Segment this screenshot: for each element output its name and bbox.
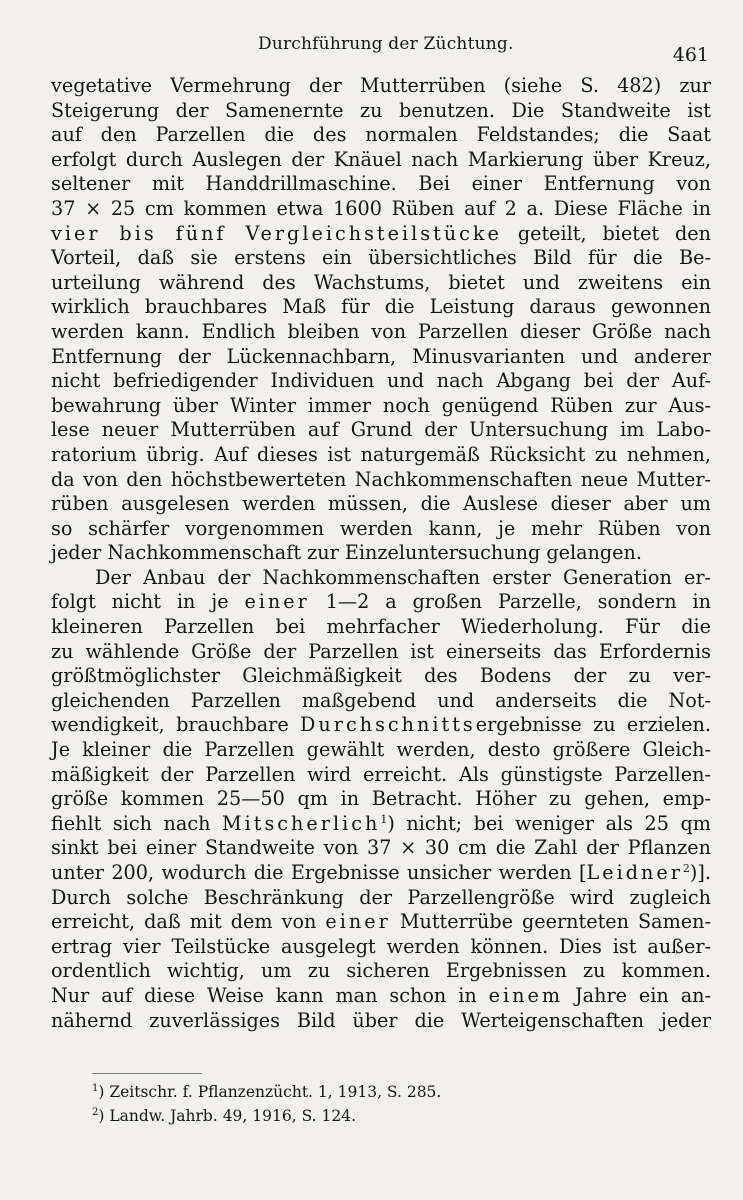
text-run: ) nicht; bei weniger als 25 qm <box>387 811 711 835</box>
text-line: sinkt bei einer Standweite von 37 × 30 cm die Zahl der Pflanzen <box>51 836 711 860</box>
text-line: Der Anbau der Nachkommenschaften erster Generation er- <box>95 565 711 589</box>
text-line: auf den Parzellen die des normalen Feldstandes; die Saat <box>51 123 711 147</box>
footnote-ref: 2 <box>682 862 690 875</box>
spaced-emphasis: einer <box>244 590 310 614</box>
text-line: ordentlich wichtig, um zu sicheren Ergebnissen zu kommen. <box>51 959 711 983</box>
text-line: Steigerung der Samenernte zu benutzen. Die Standweite ist <box>51 98 711 122</box>
spaced-emphasis: Durchschnitts <box>300 713 476 737</box>
text-line: Durch solche Beschränkung der Parzellengröße wird zugleich <box>51 885 711 909</box>
footnote-ref: 1 <box>380 812 388 826</box>
spaced-emphasis: Mitscherlich <box>221 811 381 835</box>
text-line: größe kommen 25—50 qm in Betracht. Höher zu gehen, emp- <box>51 787 711 811</box>
text-run: Nur auf diese Weise kann man schon in <box>51 983 489 1007</box>
text-run: 1—2 a großen Parzelle, sondern in <box>309 590 711 614</box>
text-line: vegetative Vermehrung der Mutterrüben (siehe S. 482) zur <box>51 74 711 97</box>
footnote <box>92 1104 652 1128</box>
running-title: Durchführung der Züchtung. <box>258 34 514 54</box>
text-line: lese neuer Mutterrüben auf Grund der Untersuchung im Labo- <box>51 418 711 442</box>
text-run: fiehlt sich nach <box>51 811 222 835</box>
text-line: gleichenden Parzellen maßgebend und anderseits die Not- <box>51 688 711 712</box>
text-run: Mutterrübe geernteten Samen- <box>390 910 712 934</box>
text-line: nicht befriedigender Individuen und nach Abgang bei der Auf- <box>51 369 711 393</box>
text-line: kleineren Parzellen bei mehrfacher Wiederholung. Für die <box>51 615 711 639</box>
text-line: da von den höchstbewerteten Nachkommenschaften neue Mutter- <box>51 467 711 491</box>
footnotes <box>92 1080 652 1128</box>
text-line: ratorium übrig. Auf dieses ist naturgemäß Rücksicht zu nehmen, <box>51 442 711 466</box>
text-line: werden kann. Endlich bleiben von Parzellen dieser Größe nach <box>51 319 711 343</box>
text-line: nähernd zuverlässiges Bild über die Werteigenschaften jeder <box>51 1008 711 1032</box>
text-line: erfolgt durch Auslegen der Knäuel nach Markierung über Kreuz, <box>51 147 711 171</box>
text-run: Jahre ein an- <box>563 983 711 1007</box>
text-line: seltener mit Handdrillmaschine. Bei einer Entfernung von <box>51 172 711 196</box>
text-line: zu wählende Größe der Parzellen ist einerseits das Erfordernis <box>51 639 711 663</box>
text-line <box>51 222 711 247</box>
text-line: bewahrung über Winter immer noch genügend Rüben zur Aus- <box>51 393 711 417</box>
text-run: folgt nicht in je <box>51 590 245 614</box>
text-run: geteilt, bietet den <box>501 221 711 245</box>
spaced-emphasis: Leidner <box>586 861 683 884</box>
text-run: unter 200, wodurch die Ergebnisse unsicher werden [ <box>51 861 587 884</box>
text-line: größtmöglichster Gleichmäßigkeit des Bodens der zu ver- <box>51 664 711 688</box>
text-line: jeder Nachkommenschaft zur Einzeluntersuchung gelangen. <box>51 541 642 565</box>
spaced-emphasis: einem <box>488 983 564 1007</box>
text-line: 37 × 25 cm kommen etwa 1600 Rüben auf 2 a. Diese Fläche in <box>51 196 711 220</box>
page-number: 461 <box>672 44 709 66</box>
footnote <box>92 1080 652 1104</box>
text-line <box>51 861 711 886</box>
text-run: wendigkeit, brauchbare <box>51 713 301 737</box>
page-header <box>0 28 743 68</box>
text-line: rüben ausgelesen werden müssen, die Auslese dieser aber um <box>51 492 711 516</box>
text-line: Vorteil, daß sie erstens ein übersichtliches Bild für die Be- <box>51 246 711 270</box>
text-run: ergebnisse zu erzielen. <box>475 713 711 737</box>
text-line: Je kleiner die Parzellen gewählt werden, desto größere Gleich- <box>51 738 711 762</box>
spaced-emphasis: vier bis fünf Vergleichsteilstücke <box>51 221 502 245</box>
text-line: mäßigkeit der Parzellen wird erreicht. Als günstigste Parzellen- <box>51 762 711 786</box>
text-line <box>51 590 711 615</box>
text-run: erreicht, daß mit dem von <box>51 910 326 934</box>
text-line: ertrag vier Teilstücke ausgelegt werden können. Dies ist außer- <box>51 934 711 958</box>
footnote-mark: 2 <box>92 1107 99 1118</box>
text-line <box>51 984 711 1009</box>
footnote-text: ) Zeitschr. f. Pflanzenzücht. 1, 1913, S. 285. <box>98 1083 442 1101</box>
spaced-emphasis: einer <box>325 910 391 934</box>
text-line <box>51 910 711 935</box>
text-line: so schärfer vorgenommen werden kann, je mehr Rüben von <box>51 516 711 540</box>
footnote-text: ) Landw. Jahrb. 49, 1916, S. 124. <box>98 1107 357 1125</box>
text-line: wirklich brauchbares Maß für die Leistung daraus gewonnen <box>51 295 711 319</box>
text-line <box>51 812 711 837</box>
text-line <box>51 713 711 738</box>
footnote-mark: 1 <box>92 1083 99 1094</box>
body-text <box>51 74 711 1033</box>
footnote-divider <box>92 1073 202 1074</box>
text-line: urteilung während des Wachstums, bietet und zweitens ein <box>51 270 711 294</box>
text-run: )]. <box>689 861 711 884</box>
text-line: Entfernung der Lückennachbarn, Minusvarianten und anderer <box>51 344 711 368</box>
